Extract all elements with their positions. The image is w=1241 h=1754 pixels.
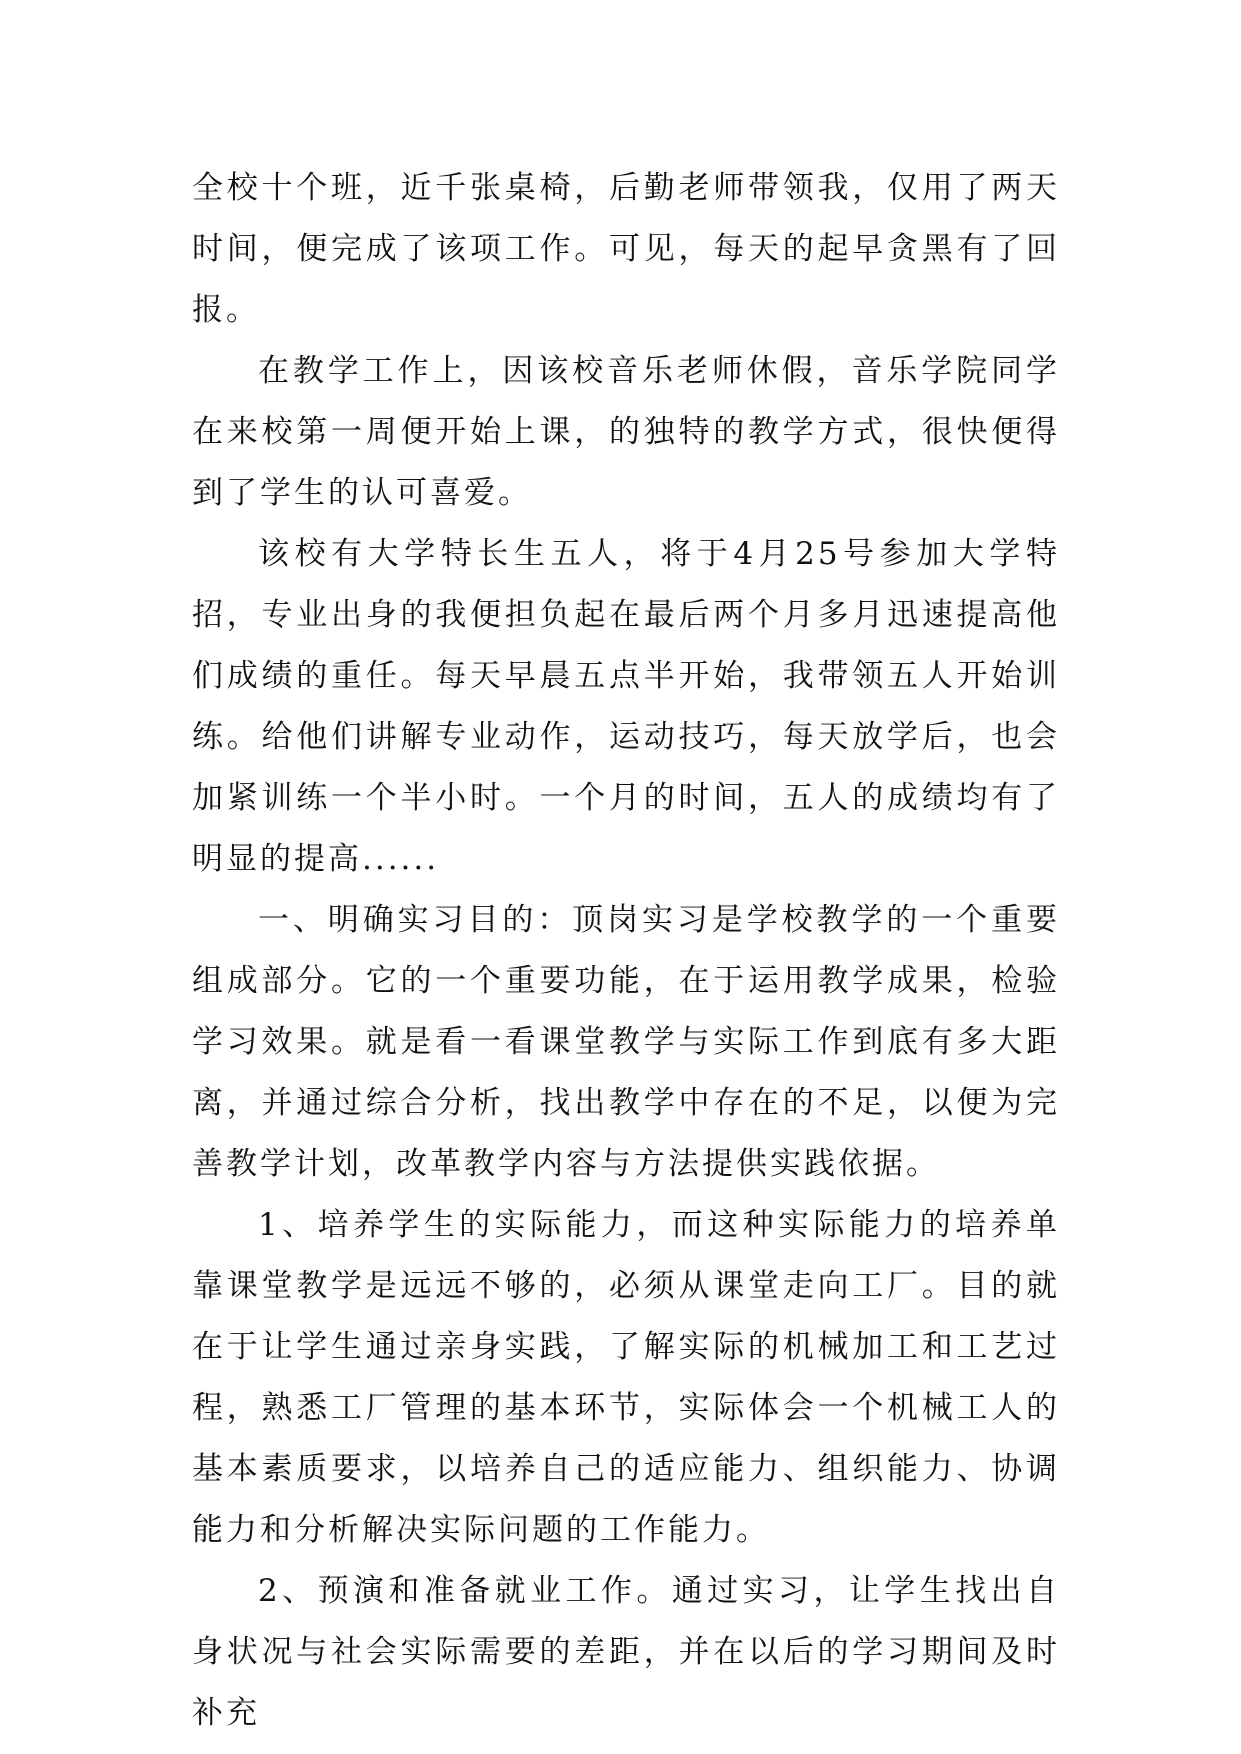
- paragraph-internship-purpose: 一、明确实习目的：顶岗实习是学校教学的一个重要组成部分。它的一个重要功能，在于运用教学成果，检验学习效果。就是看一看课堂教学与实际工作到底有多大距离，并通过综合分析，找出教学中存在的不足，以便为完善教学计划，改革教学内容与方法提供实践依据。: [192, 902, 1060, 1182]
- paragraph-teaching-work: 在教学工作上，因该校音乐老师休假，音乐学院同学在来校第一周便开始上课，的独特的教学方式，很快便得到了学生的认可喜爱。: [192, 353, 1060, 511]
- paragraph-special-students: 该校有大学特长生五人，将于4月25号参加大学特招，专业出身的我便担负起在最后两个月多月迅速提高他们成绩的重任。每天早晨五点半开始，我带领五人开始训练。给他们讲解专业动作，运动技巧，每天放学后，也会加紧训练一个半小时。一个月的时间，五人的成绩均有了明显的提高......: [192, 536, 1060, 877]
- paragraph-continuation: 全校十个班，近千张桌椅，后勤老师带领我，仅用了两天时间，便完成了该项工作。可见，每天的起早贪黑有了回报。: [192, 170, 1060, 328]
- document-body: [192, 158, 1060, 1744]
- paragraph-practical-ability: 1、培养学生的实际能力，而这种实际能力的培养单靠课堂教学是远远不够的，必须从课堂走向工厂。目的就在于让学生通过亲身实践，了解实际的机械加工和工艺过程，熟悉工厂管理的基本环节，实际体会一个机械工人的基本素质要求，以培养自己的适应能力、组织能力、协调能力和分析解决实际问题的工作能力。: [192, 1207, 1060, 1548]
- paragraph-employment-preparation: 2、预演和准备就业工作。通过实习，让学生找出自身状况与社会实际需要的差距，并在以后的学习期间及时补充: [192, 1573, 1060, 1731]
